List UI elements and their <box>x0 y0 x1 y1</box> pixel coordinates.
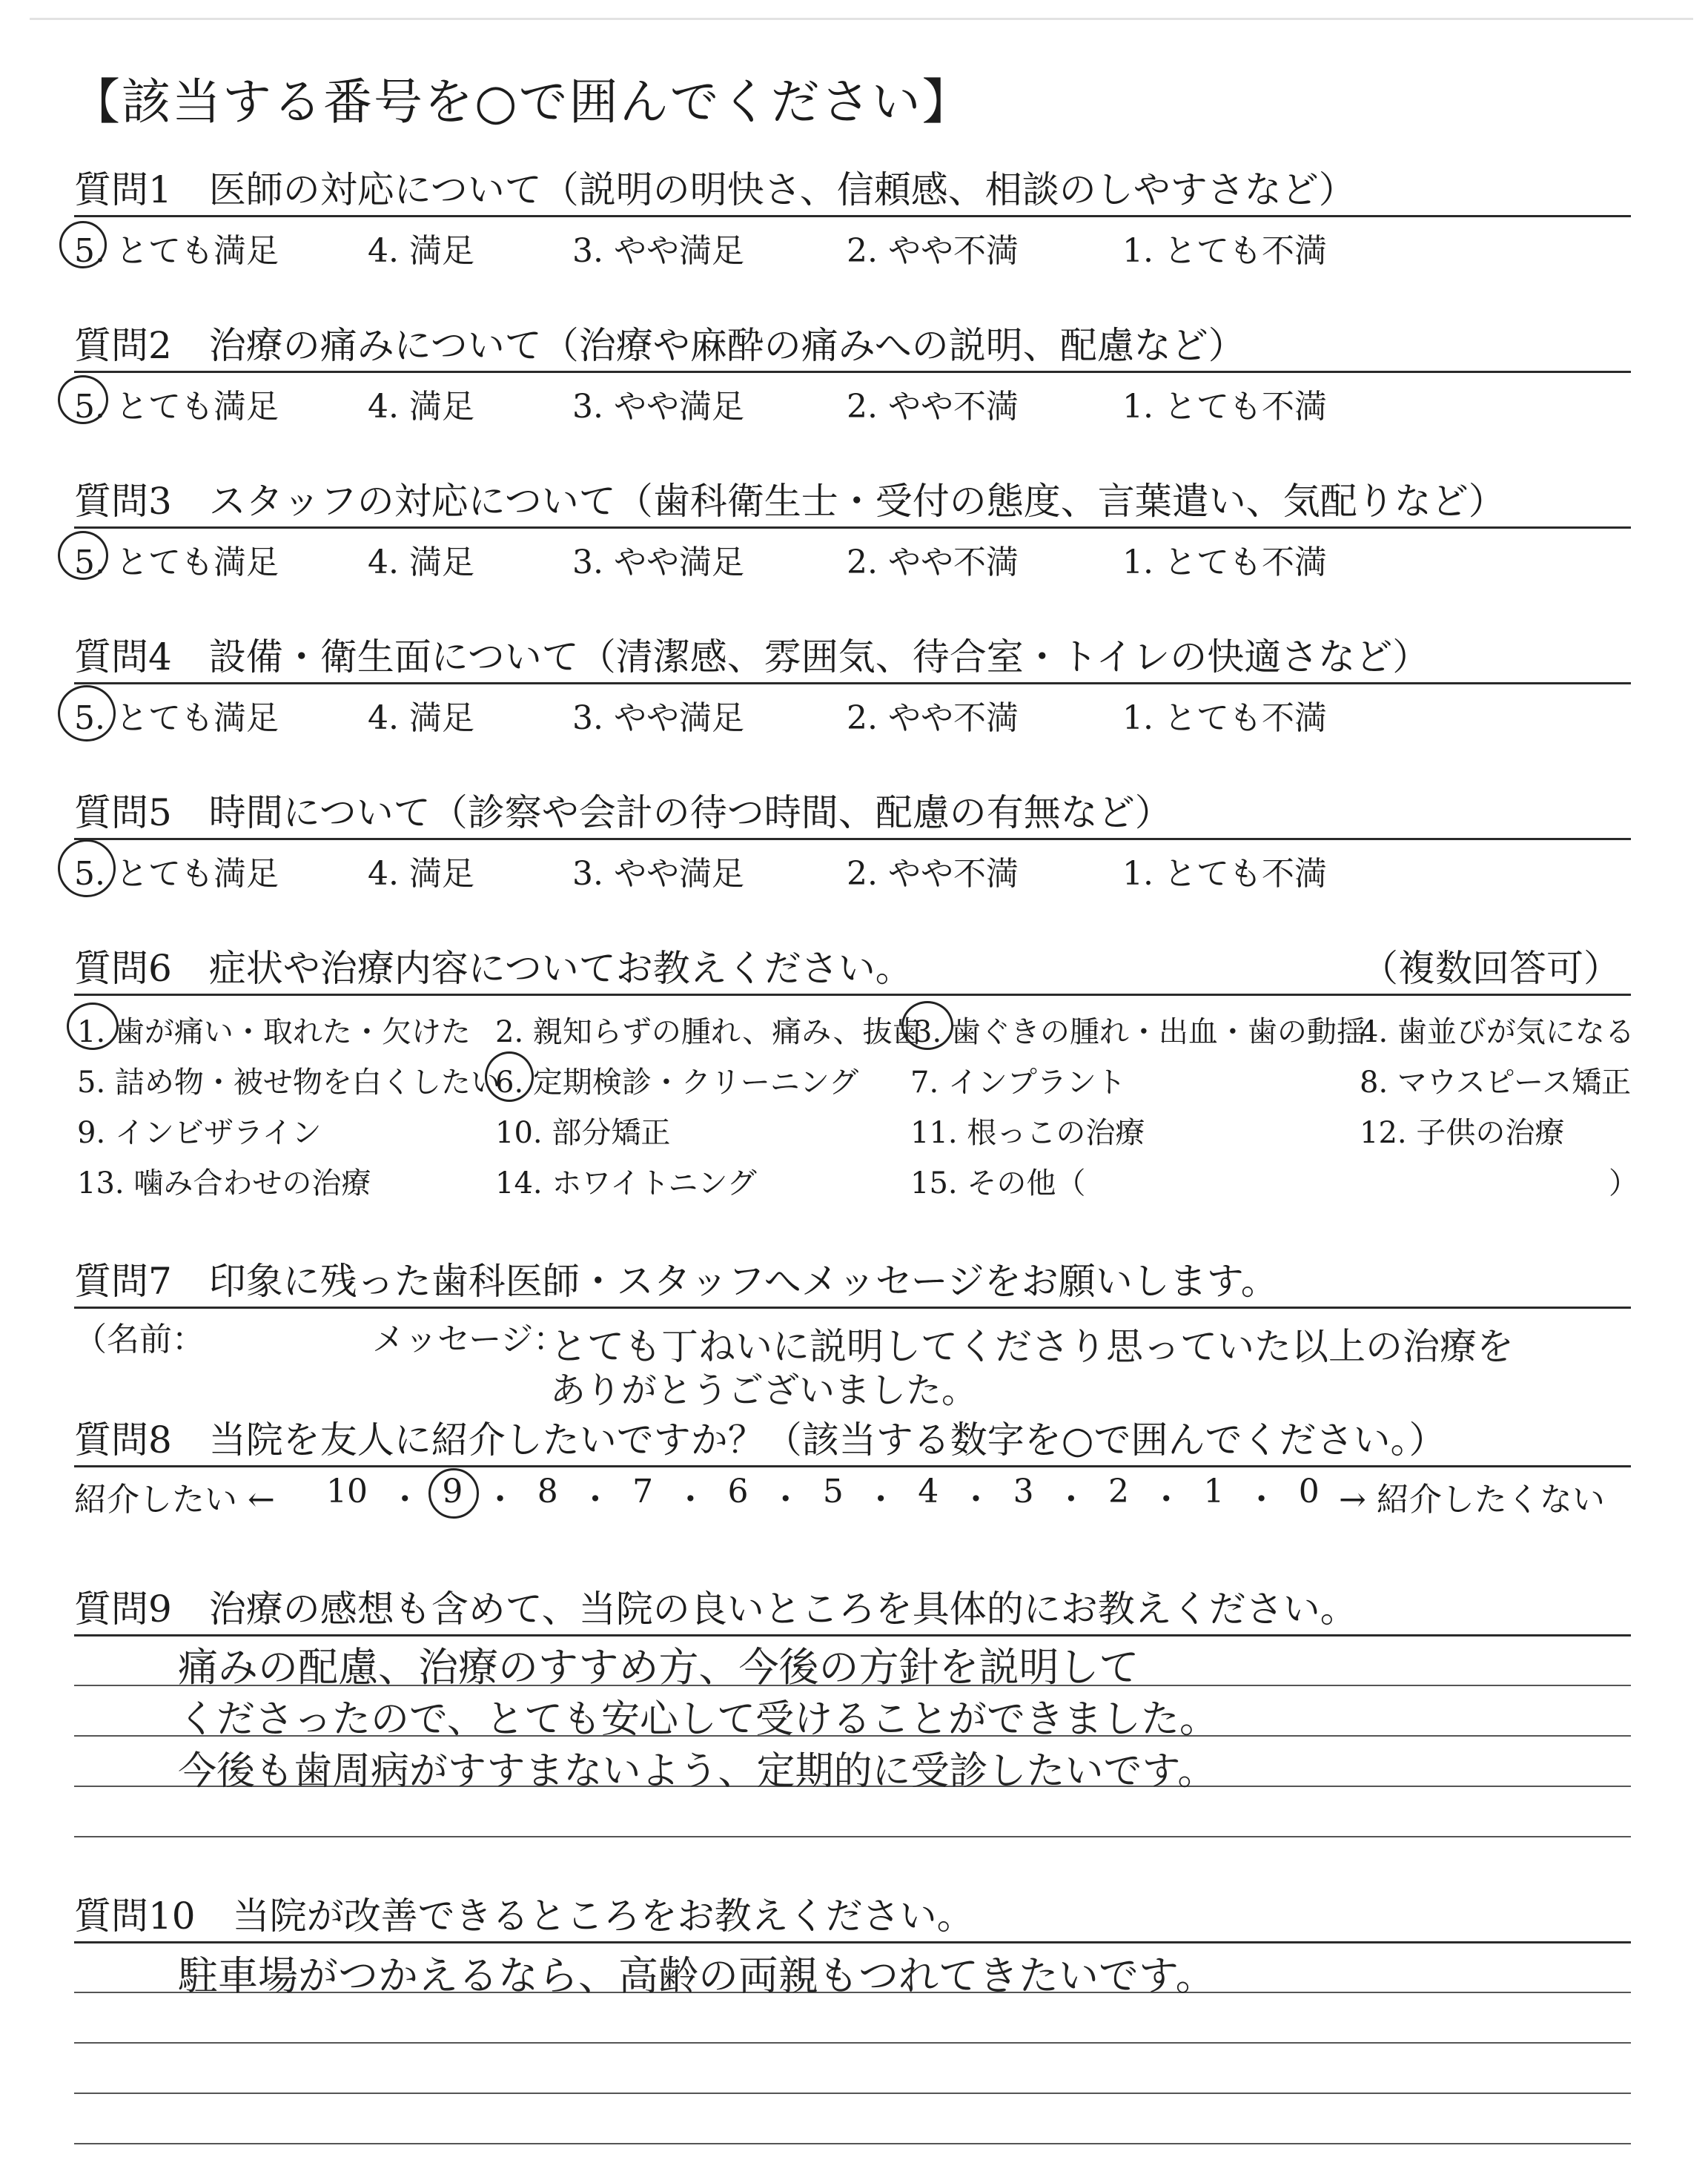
q6-rule <box>74 994 1631 996</box>
q7-title: 質問7 印象に残った歯科医師・スタッフへメッセージをお願いします。 <box>74 1260 1278 1303</box>
q10-answer-line <box>74 2042 1631 2044</box>
q5-option-1[interactable]: 1. とても不満 <box>1122 855 1327 893</box>
q1-option-5[interactable]: 5. とても満足 <box>74 232 279 270</box>
q1-option-1[interactable]: 1. とても不満 <box>1122 232 1327 270</box>
q4-option-2[interactable]: 2. やや不満 <box>847 699 1019 737</box>
q8-right-label: → 紹介したくない <box>1339 1481 1605 1519</box>
q6-option-15[interactable]: 15. その他（ <box>910 1166 1086 1200</box>
q8-scale-7[interactable]: 7 <box>632 1473 654 1510</box>
q9-answer-handwritten-1: 痛みの配慮、治療のすすめ方、今後の方針を説明して <box>178 1644 1139 1691</box>
q4-title: 質問4 設備・衛生面について（清潔感、雰囲気、待合室・トイレの快適さなど） <box>74 635 1430 678</box>
q2-option-2[interactable]: 2. やや不満 <box>847 388 1019 426</box>
q3-rule <box>74 526 1631 529</box>
q6-title: 質問6 症状や治療内容についてお教えください。 <box>74 947 913 990</box>
q5-option-5[interactable]: 5. とても満足 <box>74 855 279 893</box>
q1-selection-circle <box>59 221 107 268</box>
q8-scale-6[interactable]: 6 <box>727 1473 749 1510</box>
q2-option-1[interactable]: 1. とても不満 <box>1122 388 1327 426</box>
q3-option-5[interactable]: 5. とても満足 <box>74 544 279 581</box>
q8-scale-5[interactable]: 5 <box>822 1473 844 1510</box>
q4-selection-circle <box>58 685 116 742</box>
q2-option-5[interactable]: 5. とても満足 <box>74 388 279 426</box>
q9-answer-handwritten-3: 今後も歯周病がすすまないよう、定期的に受診したいです。 <box>178 1749 1217 1794</box>
q6-selection-circle-1 <box>67 1003 119 1050</box>
q6-option-3[interactable]: 3. 歯ぐきの腫れ・出血・歯の動揺 <box>913 1015 1366 1049</box>
q2-selection-circle <box>58 375 108 424</box>
q1-rule <box>74 215 1631 217</box>
q3-option-1[interactable]: 1. とても不満 <box>1122 544 1327 581</box>
q2-option-4[interactable]: 4. 満足 <box>368 388 474 426</box>
q8-selection-circle <box>428 1468 479 1519</box>
q10-title: 質問10 当院が改善できるところをお教えください。 <box>74 1895 974 1938</box>
q8-scale-dot: ・ <box>1150 1481 1183 1519</box>
q10-answer-line <box>74 2093 1631 2094</box>
q6-option-15-close-paren: ） <box>1609 1166 1638 1200</box>
q3-option-2[interactable]: 2. やや不満 <box>847 544 1019 581</box>
q9-answer-handwritten-2: くださったので、とても安心して受けることができました。 <box>178 1697 1218 1742</box>
q6-option-2[interactable]: 2. 親知らずの腫れ、痛み、抜歯 <box>495 1015 922 1049</box>
q8-scale-10[interactable]: 10 <box>326 1473 368 1510</box>
q3-selection-circle <box>58 531 108 580</box>
q8-scale-3[interactable]: 3 <box>1013 1473 1034 1510</box>
q6-option-13[interactable]: 13. 噛み合わせの治療 <box>77 1166 371 1200</box>
q10-rule <box>74 1941 1631 1943</box>
q5-option-3[interactable]: 3. やや満足 <box>572 855 744 893</box>
q5-title: 質問5 時間について（診察や会計の待つ時間、配慮の有無など） <box>74 791 1172 834</box>
q7-message-handwritten-1: とても丁ねいに説明してくださり思っていた以上の治療を <box>550 1325 1514 1368</box>
q2-option-3[interactable]: 3. やや満足 <box>572 388 744 426</box>
q8-scale-dot: ・ <box>674 1481 707 1519</box>
q1-title: 質問1 医師の対応について（説明の明快さ、信頼感、相談のしやすさなど） <box>74 168 1356 211</box>
q6-option-12[interactable]: 12. 子供の治療 <box>1360 1116 1565 1150</box>
q4-option-4[interactable]: 4. 満足 <box>368 699 474 737</box>
q6-option-1[interactable]: 1. 歯が痛い・取れた・欠けた <box>77 1015 471 1049</box>
q6-option-5[interactable]: 5. 詰め物・被せ物を白くしたい <box>77 1066 500 1100</box>
q6-option-11[interactable]: 11. 根っこの治療 <box>910 1116 1145 1150</box>
q5-option-2[interactable]: 2. やや不満 <box>847 855 1019 893</box>
q6-selection-circle-6 <box>485 1051 534 1102</box>
q1-option-4[interactable]: 4. 満足 <box>368 232 474 270</box>
q3-option-3[interactable]: 3. やや満足 <box>572 544 744 581</box>
q6-option-7[interactable]: 7. インプラント <box>910 1066 1126 1100</box>
q3-title: 質問3 スタッフの対応について（歯科衛生士・受付の態度、言葉遣い、気配りなど） <box>74 480 1506 523</box>
q8-scale-0[interactable]: 0 <box>1298 1473 1320 1510</box>
q5-option-4[interactable]: 4. 満足 <box>368 855 474 893</box>
q6-option-9[interactable]: 9. インビザライン <box>77 1116 322 1150</box>
scan-top-edge <box>30 18 1693 20</box>
q4-option-5[interactable]: 5. とても満足 <box>74 699 279 737</box>
q7-name-label: （名前： <box>74 1321 205 1358</box>
q8-scale-dot: ・ <box>578 1481 612 1519</box>
q6-selection-circle-3 <box>901 1001 953 1050</box>
q6-option-4[interactable]: 4. 歯並びが気になる <box>1360 1015 1635 1049</box>
q8-scale-dot: ・ <box>959 1481 993 1519</box>
q8-rule <box>74 1465 1631 1467</box>
q8-left-label: 紹介したい ← <box>74 1481 275 1519</box>
q1-option-2[interactable]: 2. やや不満 <box>847 232 1019 270</box>
q2-rule <box>74 371 1631 373</box>
q4-option-1[interactable]: 1. とても不満 <box>1122 699 1327 737</box>
form-heading: 【該当する番号を○で囲んでください】 <box>71 73 973 131</box>
q6-multiple-note: （複数回答可） <box>1361 947 1621 990</box>
q6-option-10[interactable]: 10. 部分矯正 <box>495 1116 671 1150</box>
q4-option-3[interactable]: 3. やや満足 <box>572 699 744 737</box>
q6-option-8[interactable]: 8. マウスピース矯正 <box>1360 1066 1632 1100</box>
q8-scale-4[interactable]: 4 <box>918 1473 939 1510</box>
q1-option-3[interactable]: 3. やや満足 <box>572 232 744 270</box>
q8-scale-8[interactable]: 8 <box>537 1473 558 1510</box>
q8-scale-dot: ・ <box>769 1481 802 1519</box>
q9-title: 質問9 治療の感想も含めて、当院の良いところを具体的にお教えください。 <box>74 1588 1357 1631</box>
q8-title: 質問8 当院を友人に紹介したいですか？（該当する数字を○で囲んでください。） <box>74 1418 1446 1462</box>
q8-scale-dot: ・ <box>388 1481 422 1519</box>
q2-title: 質問2 治療の痛みについて（治療や麻酔の痛みへの説明、配慮など） <box>74 324 1245 367</box>
q8-scale-9[interactable]: 9 <box>442 1473 463 1510</box>
q4-rule <box>74 682 1631 684</box>
q8-scale-dot: ・ <box>483 1481 517 1519</box>
q7-rule <box>74 1307 1631 1309</box>
q7-message-handwritten-2: ありがとうございました。 <box>550 1370 978 1411</box>
q7-message-label: メッセージ： <box>372 1321 566 1358</box>
q6-option-6[interactable]: 6. 定期検診・クリーニング <box>495 1066 859 1100</box>
q5-selection-circle <box>58 839 116 897</box>
q6-option-14[interactable]: 14. ホワイトニング <box>495 1166 757 1200</box>
q8-scale-dot: ・ <box>1054 1481 1088 1519</box>
q5-rule <box>74 838 1631 840</box>
q3-option-4[interactable]: 4. 満足 <box>368 544 474 581</box>
q8-scale-1[interactable]: 1 <box>1203 1473 1225 1510</box>
q9-answer-line <box>74 1836 1631 1837</box>
q8-scale-2[interactable]: 2 <box>1108 1473 1129 1510</box>
q8-scale-dot: ・ <box>864 1481 898 1519</box>
q10-answer-line <box>74 2143 1631 2144</box>
q8-scale-dot: ・ <box>1245 1481 1278 1519</box>
q10-answer-handwritten-1: 駐車場がつかえるなら、高齢の両親もつれてきたいです。 <box>178 1952 1216 1999</box>
